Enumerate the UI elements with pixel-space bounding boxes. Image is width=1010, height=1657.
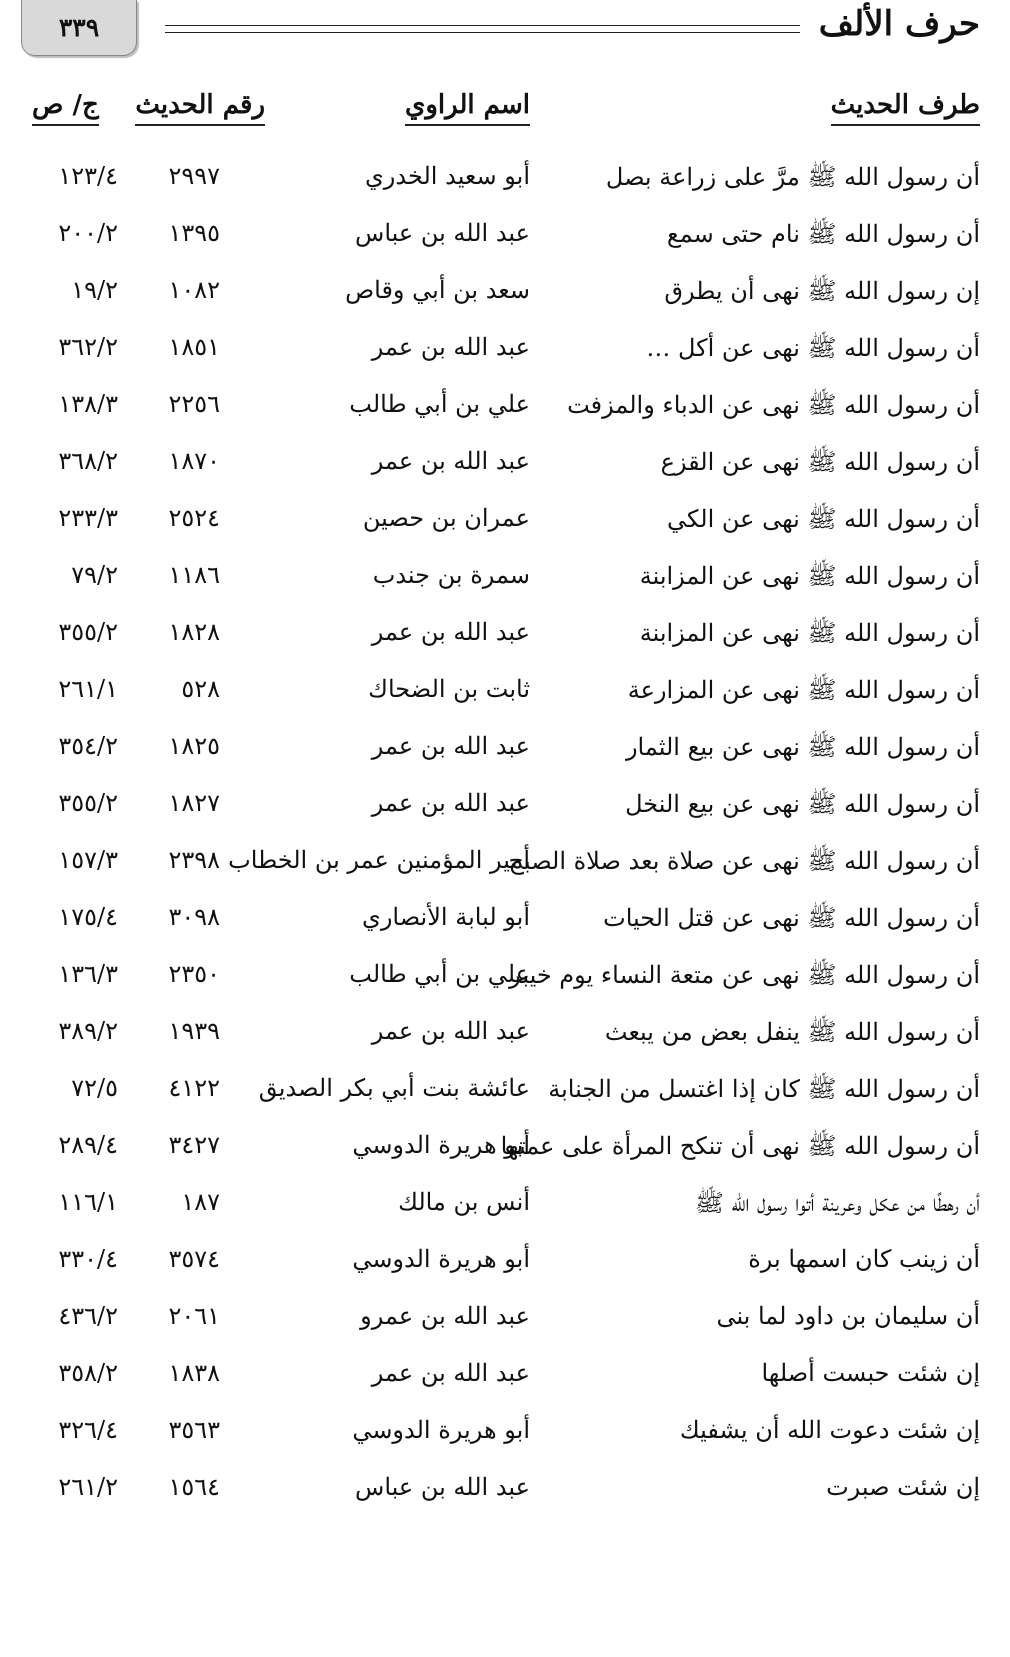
hadith-number-cell: ٢٠٦١ (168, 1302, 220, 1330)
hadith-start-cell: أن رسول الله ﷺ نهى عن أكل … (646, 334, 980, 362)
hadith-number-cell: ٢٣٥٠ (168, 960, 220, 988)
volume-page-cell: ٣٥٤/٢ (58, 732, 118, 760)
narrator-cell: عبد الله بن عباس (355, 219, 530, 247)
volume-page-cell: ٣٥٥/٢ (58, 618, 118, 646)
volume-page-cell: ٢٦١/١ (58, 675, 118, 703)
hadith-start-cell: إن شئت حبست أصلها (761, 1359, 980, 1387)
narrator-cell: ثابت بن الضحاك (368, 675, 530, 703)
table-row (0, 264, 1010, 321)
table-row (0, 777, 1010, 834)
volume-page-cell: ١٧٥/٤ (58, 903, 118, 931)
table-row (0, 1461, 1010, 1518)
volume-page-cell: ٤٣٦/٢ (58, 1302, 118, 1330)
volume-page-cell: ١٢٣/٤ (58, 162, 118, 190)
hadith-start-cell: أن رسول الله ﷺ نهى عن صلاة بعد صلاة الصبح (508, 847, 980, 875)
hadith-start-cell: أن رسول الله ﷺ نهى عن القزع (660, 448, 980, 476)
narrator-cell: أبو لبابة الأنصاري (362, 903, 530, 931)
hadith-start-cell: أن رسول الله ﷺ كان إذا اغتسل من الجنابة (548, 1075, 980, 1103)
hadith-number-cell: ٢٢٥٦ (168, 390, 220, 418)
volume-page-cell: ٣٦٢/٢ (58, 333, 118, 361)
table-row (0, 834, 1010, 891)
hadith-start-cell: إن شئت دعوت الله أن يشفيك (679, 1416, 980, 1444)
volume-page-cell: ٢٨٩/٤ (58, 1131, 118, 1159)
hadith-number-cell: ٣٥٦٣ (168, 1416, 220, 1444)
header-rule-bottom (165, 32, 800, 33)
hadith-number-cell: ١٨٧ (181, 1188, 220, 1216)
hadith-number-cell: ١٥٦٤ (168, 1473, 220, 1501)
chapter-title: حرف الألف (818, 4, 980, 44)
hadith-number-cell: ٣٠٩٨ (168, 903, 220, 931)
hadith-start-cell: أن رسول الله ﷺ نهى عن المزابنة (639, 619, 980, 647)
volume-page-cell: ٣٥٨/٢ (58, 1359, 118, 1387)
page-number: ٣٣٩ (58, 13, 100, 42)
hadith-start-cell: إن شئت صبرت (826, 1473, 980, 1501)
hadith-number-cell: ١٨٢٧ (168, 789, 220, 817)
table-row (0, 378, 1010, 435)
hadith-number-cell: ٣٤٢٧ (168, 1131, 220, 1159)
narrator-cell: عبد الله بن عمر (371, 789, 530, 817)
table-row (0, 321, 1010, 378)
table-row (0, 891, 1010, 948)
header-rule-top (165, 25, 800, 26)
narrator-cell: أنس بن مالك (398, 1188, 530, 1216)
hadith-number-cell: ٣٥٧٤ (168, 1245, 220, 1273)
column-header-hadith-start: طرف الحديث (831, 90, 980, 126)
hadith-start-cell: أن رسول الله ﷺ ينفل بعض من يبعث (604, 1018, 980, 1046)
narrator-cell: أبو هريرة الدوسي (352, 1245, 530, 1273)
hadith-start-cell: أن رسول الله ﷺ نام حتى سمع (666, 220, 980, 248)
narrator-cell: عبد الله بن عمر (371, 1359, 530, 1387)
volume-page-cell: ١٣٨/٣ (58, 390, 118, 418)
hadith-start-cell: إن رسول الله ﷺ نهى أن يطرق (664, 277, 980, 305)
narrator-cell: عبد الله بن عمر (371, 333, 530, 361)
hadith-start-cell: أن رهطًا من عكل وعرينة أتوا رسول الله ﷺ (694, 1189, 980, 1217)
narrator-cell: عبد الله بن عمرو (360, 1302, 530, 1330)
table-row (0, 150, 1010, 207)
table-body (0, 150, 1010, 1518)
hadith-number-cell: ١٣٩٥ (168, 219, 220, 247)
volume-page-cell: ٣٦٨/٢ (58, 447, 118, 475)
hadith-number-cell: ١٠٨٢ (168, 276, 220, 304)
narrator-cell: أمير المؤمنين عمر بن الخطاب (228, 846, 530, 874)
hadith-start-cell: أن رسول الله ﷺ نهى عن الكي (667, 505, 980, 533)
table-row (0, 720, 1010, 777)
hadith-start-cell: أن سليمان بن داود لما بنى (716, 1302, 980, 1330)
volume-page-cell: ١٥٧/٣ (58, 846, 118, 874)
table-row (0, 492, 1010, 549)
hadith-number-cell: ٤١٢٢ (168, 1074, 220, 1102)
hadith-start-cell: أن زينب كان اسمها برة (748, 1245, 980, 1273)
hadith-number-cell: ٢٣٩٨ (168, 846, 220, 874)
narrator-cell: سمرة بن جندب (372, 561, 530, 589)
volume-page-cell: ٣٢٦/٤ (58, 1416, 118, 1444)
volume-page-cell: ٧٩/٢ (71, 561, 118, 589)
hadith-number-cell: ١٨٥١ (168, 333, 220, 361)
page-number-tab (21, 0, 137, 56)
volume-page-cell: ٢٣٣/٣ (58, 504, 118, 532)
narrator-cell: عبد الله بن عمر (371, 732, 530, 760)
table-row (0, 435, 1010, 492)
table-row (0, 549, 1010, 606)
table-row (0, 1119, 1010, 1176)
narrator-cell: أبو سعيد الخدري (365, 162, 530, 190)
table-row (0, 1290, 1010, 1347)
table-row (0, 207, 1010, 264)
column-header-volume-page: ج/ ص (32, 90, 99, 126)
hadith-start-cell: أن رسول الله ﷺ نهى أن تنكح المرأة على عمتها (500, 1132, 980, 1160)
volume-page-cell: ٣٨٩/٢ (58, 1017, 118, 1045)
hadith-start-cell: أن رسول الله ﷺ نهى عن الدباء والمزفت (567, 391, 980, 419)
table-row (0, 1347, 1010, 1404)
column-header-hadith-number: رقم الحديث (135, 90, 265, 126)
volume-page-cell: ١١٦/١ (58, 1188, 118, 1216)
hadith-start-cell: أن رسول الله ﷺ نهى عن بيع الثمار (625, 733, 980, 761)
narrator-cell: علي بن أبي طالب (349, 390, 530, 418)
hadith-start-cell: أن رسول الله ﷺ نهى عن بيع النخل (625, 790, 980, 818)
hadith-start-cell: أن رسول الله ﷺ نهى عن المزابنة (639, 562, 980, 590)
volume-page-cell: ٣٥٥/٢ (58, 789, 118, 817)
table-row (0, 1404, 1010, 1461)
hadith-number-cell: ١٨٢٨ (168, 618, 220, 646)
narrator-cell: علي بن أبي طالب (349, 960, 530, 988)
hadith-number-cell: ١٨٢٥ (168, 732, 220, 760)
hadith-number-cell: ١٨٣٨ (168, 1359, 220, 1387)
hadith-number-cell: ٥٢٨ (181, 675, 220, 703)
hadith-start-cell: أن رسول الله ﷺ نهى عن المزارعة (627, 676, 980, 704)
narrator-cell: عبد الله بن عمر (371, 1017, 530, 1045)
hadith-number-cell: ٢٥٢٤ (168, 504, 220, 532)
table-row (0, 663, 1010, 720)
hadith-number-cell: ١٩٣٩ (168, 1017, 220, 1045)
volume-page-cell: ٢٠٠/٢ (58, 219, 118, 247)
table-header (0, 90, 1010, 150)
hadith-index-table (0, 90, 1010, 1518)
table-row (0, 1062, 1010, 1119)
hadith-start-cell: أن رسول الله ﷺ نهى عن متعة النساء يوم خيبر (509, 961, 980, 989)
narrator-cell: عائشة بنت أبي بكر الصديق (258, 1074, 530, 1102)
narrator-cell: عمران بن حصين (362, 504, 530, 532)
volume-page-cell: ١٣٦/٣ (58, 960, 118, 988)
table-row (0, 1176, 1010, 1233)
hadith-number-cell: ٢٩٩٧ (168, 162, 220, 190)
narrator-cell: عبد الله بن عمر (371, 618, 530, 646)
table-row (0, 948, 1010, 1005)
page-header (0, 0, 1010, 70)
narrator-cell: عبد الله بن عمر (371, 447, 530, 475)
hadith-start-cell: أن رسول الله ﷺ نهى عن قتل الحيات (603, 904, 980, 932)
hadith-start-cell: أن رسول الله ﷺ مرَّ على زراعة بصل (605, 163, 980, 191)
volume-page-cell: ١٩/٢ (71, 276, 118, 304)
table-row (0, 1005, 1010, 1062)
volume-page-cell: ٧٢/٥ (71, 1074, 118, 1102)
hadith-number-cell: ١١٨٦ (168, 561, 220, 589)
narrator-cell: عبد الله بن عباس (355, 1473, 530, 1501)
table-row (0, 1233, 1010, 1290)
volume-page-cell: ٢٦١/٢ (58, 1473, 118, 1501)
narrator-cell: أبو هريرة الدوسي (352, 1131, 530, 1159)
narrator-cell: أبو هريرة الدوسي (352, 1416, 530, 1444)
hadith-number-cell: ١٨٧٠ (168, 447, 220, 475)
volume-page-cell: ٣٣٠/٤ (58, 1245, 118, 1273)
narrator-cell: سعد بن أبي وقاص (345, 276, 530, 304)
table-row (0, 606, 1010, 663)
column-header-narrator: اسم الراوي (405, 90, 530, 126)
